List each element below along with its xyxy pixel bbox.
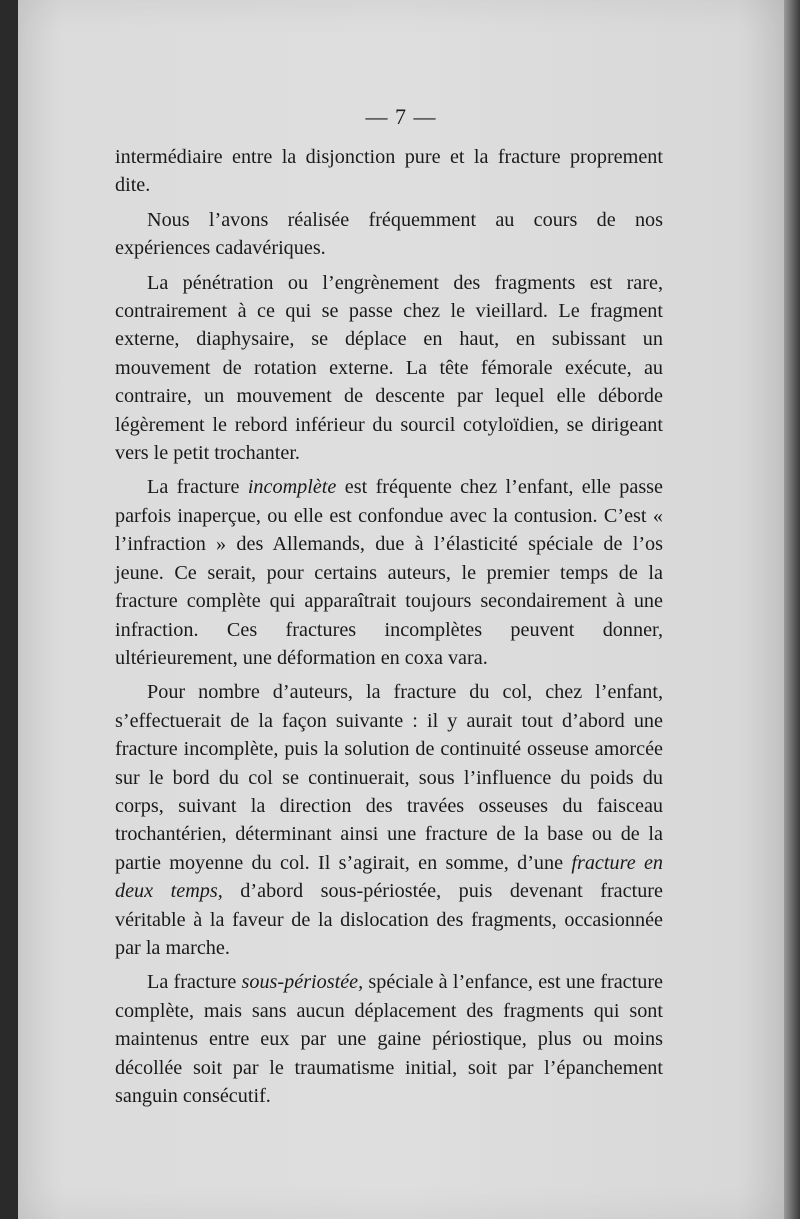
book-page	[18, 0, 784, 1219]
text-run: intermédiaire entre la disjonction pure et la fracture proprement dite.	[115, 146, 663, 197]
paragraph	[115, 968, 663, 1110]
page-number: — 7 —	[365, 104, 437, 129]
text-run: est fréquente chez l’enfant, elle passe parfois inaperçue, ou elle est confondue avec la contusion. C’est « l’infraction » des Allemands, due à l’élasticité spéciale de l’os jeune. Ce serait, pour certains auteurs, le premier temps de la fracture complète qui apparaîtrait toujours secondairement à une infraction. Ces fractures incomplètes peuvent donner, ultérieurement, une déformation en coxa vara.	[115, 476, 663, 669]
paragraph	[115, 206, 663, 263]
text-run: spéciale à l’enfance, est une fracture complète, mais sans aucun déplacement des fragments qui sont maintenus entre eux par une gaine périostique, plus ou moins décollée soit par le traumatisme initial, soit par l’épanchement sanguin consécutif.	[115, 971, 664, 1107]
paragraph	[115, 143, 663, 200]
text-run: La pénétration ou l’engrènement des fragments est rare, contrairement à ce qui se passe chez le vieillard. Le fragment externe, diaphysaire, se déplace en haut, en subissant un mouvement de rotation externe. La tête fémorale exécute, au contraire, un mouvement de descente par lequel elle déborde légèrement le rebord inférieur du sourcil cotyloïdien, se dirigeant vers le petit trochanter.	[115, 271, 663, 465]
text-run: Pour nombre d’auteurs, la fracture du col, chez l’enfant, s’effectuerait de la façon suivante : il y aurait tout d’abord une fracture incomplète, puis la solution de continuité osseuse amorcée sur le bord du col se continuerait, sous l’influence du poids du corps, suivant la direction des travées osseuses du faisceau trochantérien, déterminant ainsi une fracture de la base ou de la partie moyenne du col. Il s’agirait, en somme, d’une	[115, 681, 663, 874]
text-run: d’abord sous-périostée, puis devenant fracture véritable à la faveur de la dislocation des fragments, occasionnée par la marche.	[115, 880, 663, 959]
body-text	[115, 143, 663, 1110]
text-run: La fracture	[147, 476, 248, 499]
italic-term: fracture en deux temps,	[115, 851, 664, 903]
paragraph	[115, 678, 663, 962]
italic-term: incomplète	[247, 476, 337, 499]
text-run: Nous l’avons réalisée fréquemment au cours de nos expériences cadavériques.	[115, 208, 663, 260]
paragraph	[115, 269, 663, 468]
italic-term: sous-périostée,	[241, 971, 364, 994]
page-edge-shadow	[784, 0, 800, 1219]
paragraph	[115, 473, 663, 672]
text-run: La fracture	[147, 971, 242, 994]
